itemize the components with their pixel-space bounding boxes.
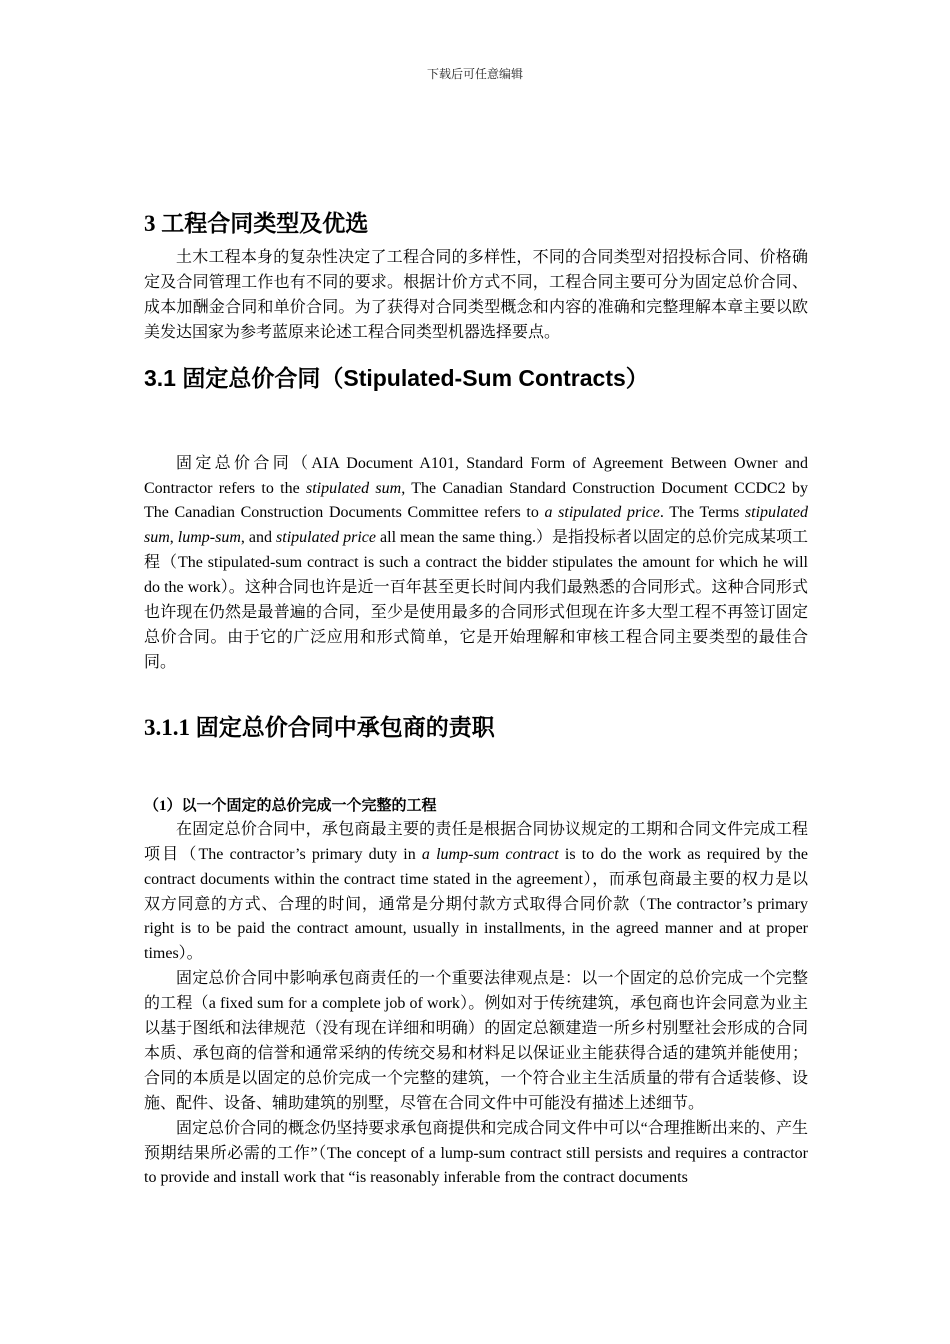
spacer	[144, 750, 808, 794]
page-header: 下载后可任意编辑	[426, 67, 523, 81]
spacer	[144, 676, 808, 706]
page-content	[144, 202, 808, 1191]
section-3-1-paragraph: 固定总价合同（AIA Document A101, Standard Form of Agreement Between Owner and Contractor refers to the stipulated sum, The Canadian Standard Construction Document CCDC2 by The Canadian Construction Documents Committee refers to a stipulated price. The Terms stipulated sum, lump-sum, and stipulated price all mean the same thing.）是指投标者以固定的总价完成某项工程（The stipulated-sum contract is such a contract the bidder stipulates the amount for which he will do the work）。这种合同也许是近一百年甚至更长时间内我们最熟悉的合同形式。这种合同形式也许现在仍然是最普遍的合同，至少是使用最多的合同形式但现在许多大型工程不再签订固定总价合同。由于它的广泛应用和形式简单，它是开始理解和审核工程合同主要类型的最佳合同。	[144, 454, 809, 671]
item-1-paragraph-1: 在固定总价合同中，承包商最主要的责任是根据合同协议规定的工期和合同文件完成工程项目（The contractor’s primary duty in a lump-sum contract is to do the work as required by the contract documents within the contract time stated in the agreement），而承包商最主要的权力是以双方同意的方式、合理的时间，通常是分期付款方式取得合同价款（The contractor’s primary right is to be paid the contract amount, usually in installments, in the agreed manner and at proper times）。	[144, 820, 808, 963]
section-3-1-title: 3.1 固定总价合同（Stipulated-Sum Contracts）	[144, 364, 649, 391]
spacer	[144, 400, 808, 452]
item-1-heading: （1）以一个固定的总价完成一个完整的工程	[144, 797, 437, 814]
item-1-paragraph-3: 固定总价合同的概念仍坚持要求承包商提供和完成合同文件中可以“合理推断出来的、产生预期结果所必需的工作”（The concept of a lump-sum contract still persists and requires a contractor to provide and install work that “is reasonably inferable from the contract documents	[144, 1119, 808, 1187]
item-1-paragraph-2: 固定总价合同中影响承包商责任的一个重要法律观点是：以一个固定的总价完成一个完整的工程（a fixed sum for a complete job of work）。例如对于传统建筑，承包商也许会同意为业主以基于图纸和法律规范（没有现在详细和明确）的固定总额建造一所乡村别墅社会形成的合同本质、承包商的信誉和通常采纳的传统交易和材料足以保证业主能获得合适的建筑并能使用；合同的本质是以固定的总价完成一个完整的建筑，一个符合业主生活质量的带有合适装修、设施、配件、设备、辅助建筑的别墅，尽管在合同文件中可能没有描述上述细节。	[144, 970, 808, 1112]
chapter-title: 3 工程合同类型及优选	[144, 211, 369, 236]
section-3-1-1-title: 3.1.1 固定总价合同中承包商的责职	[144, 714, 495, 740]
intro-paragraph: 土木工程本身的复杂性决定了工程合同的多样性，不同的合同类型对招投标合同、价格确定及合同管理工作也有不同的要求。根据计价方式不同，工程合同主要可分为固定总价合同、成本加酬金合同和单价合同。为了获得对合同类型概念和内容的准确和完整理解本章主要以欧美发达国家为参考蓝原来论述工程合同类型机器选择要点。	[144, 249, 808, 341]
